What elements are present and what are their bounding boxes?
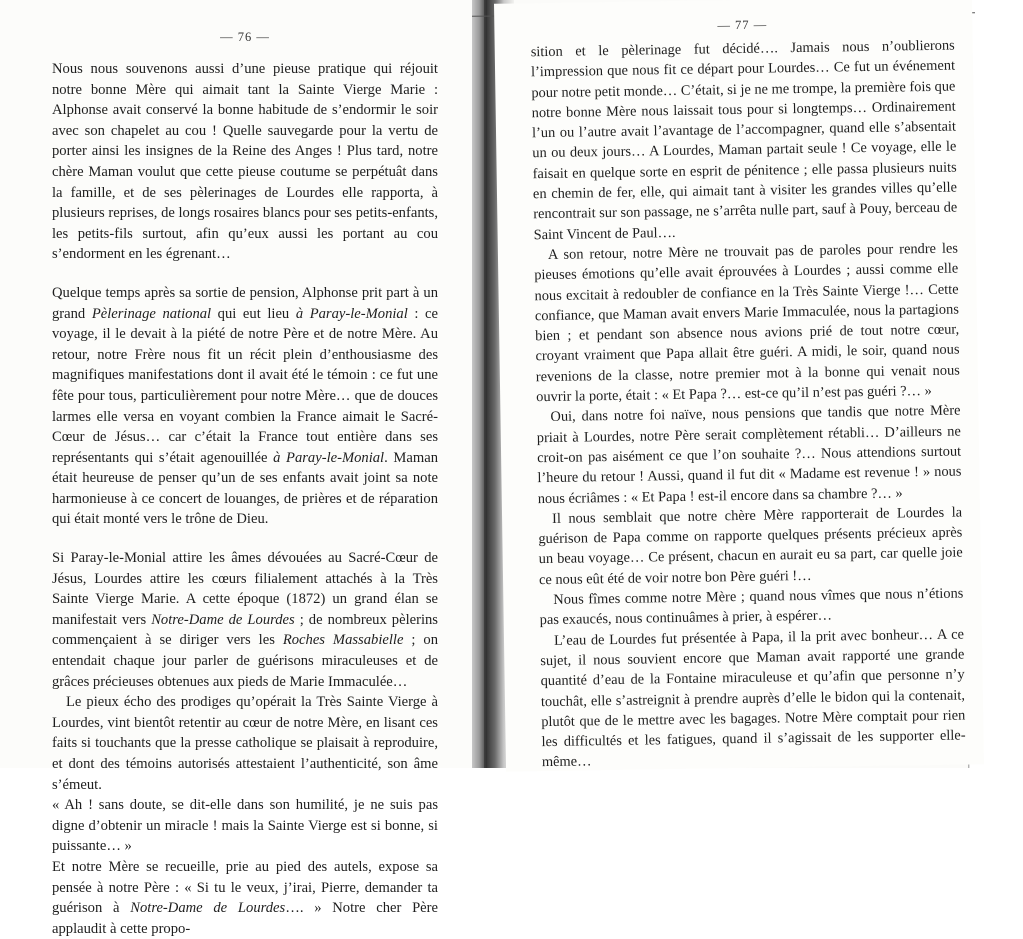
paragraph: Il nous semblait que notre chère Mère rapporterait de Lourdes la guérison de Papa comme on rapporte quelques présents précieux après un beau voyage… Ce présent, chacun en aurait eu sa part, car quelle joie ce nous eût été de voir notre bon Père guéri !… — [538, 504, 963, 588]
italic-phrase: Roches Massabielle — [282, 632, 404, 649]
paragraph: Si Paray-le-Monial attire les âmes dévouées au Sacré-Cœur de Jésus, Lourdes attire les cœurs filialement attachés à la Très Sainte Vierge Marie. A cette époque (1872) un grand élan se manifestait vers Notre-Dame de Lourdes ; de nombreux pèlerins commençaient à se diriger vers les Roches Massabielle ; on entendait chaque jour parler de guérisons miraculeuses et de grâces précieuses obtenues aux pieds de Marie Immaculée… — [52, 550, 438, 690]
scan-streak — [484, 0, 487, 768]
paragraph: Le pieux écho des prodiges qu’opérait la Très Sainte Vierge à Lourdes, vint bientôt retentir au cœur de notre Mère, en lisant ces faits si touchants que la presse catholique se plaisait à reproduire, et dont des témoins autorisés attestaient l’authenticité, son âme s’émeut. — [52, 694, 438, 793]
paragraph: Oui, dans notre foi naïve, nous pensions que tandis que notre Mère priait à Lourdes, notre Père serait complètement rétabli… D’ailleurs ne croit-on pas aisément ce que l’on souhaite ?… Nous attendions surtout l’heure du retour ! Aussi, quand il fut dit « Madame est revenue ! » nous nous écriâmes : « Et Papa ! est-il encore dans sa chambre ?… » — [536, 402, 962, 507]
page-number-left: — 76 — — [220, 30, 270, 44]
italic-phrase: Notre-Dame de Lourdes — [130, 900, 286, 917]
paragraph: Nous fîmes comme notre Mère ; quand nous vîmes que nous n’étions pas exaucés, nous continuâmes à prier, à espérer… — [539, 585, 964, 629]
left-page — [0, 0, 472, 937]
paragraph: sition et le pèlerinage fut décidé…. Jamais nous n’oublierons l’impression que nous fit ce départ pour Lourdes… Ce fut un événement pour notre petit monde… C’était, si je ne me trompe, la première fois que notre bonne Mère nous laissait tous pour si longtemps… Ordinairement l’un ou l’autre avait l’avantage de l’accompagner, quand elle s’absentait un ou deux jours… A Lourdes, Maman partait seule ! Ce voyage, elle le faisait en quelque sorte en esprit de pénitence ; elle passa plusieurs nuits en chemin de fer, elle, qui aimait tant à visiter les grandes villes qu’elle rencontrait sur son passage, ne s’arrêta nulle part, sauf à Pouy, berceau de Saint Vincent de Paul…. — [530, 37, 958, 243]
italic-phrase: Pèlerinage national — [91, 305, 212, 322]
italic-phrase: Notre-Dame de Lourdes — [151, 611, 295, 628]
paragraph: Nous nous souvenons aussi d’une pieuse pratique qui réjouit notre bonne Mère qui aimait tant la Sainte Vierge Marie : Alphonse avait conservé la bonne habitude de s’endormir le soir avec son chapelet au cou ! Quelle sauvegarde pour la vertu de porter ainsi les insignes de la Reine des Anges ! Plus tard, notre chère Maman voulut que cette pieuse coutume se perpétuât dans la famille, et de ses pèlerinages de Lourdes elle rapporta, à plusieurs reprises, de longs rosaires blancs pour ses petits-enfants, les petits-fils surtout, afin qu’eux aussi les portant au cou s’endorment en les égrenant… — [52, 61, 438, 263]
paragraph: L’eau de Lourdes fut présentée à Papa, il la prit avec bonheur… A ce sujet, il nous souvient encore que Maman avait rapporté une grande quantité d’eau de la Fontaine miraculeuse et qu’afin que personne n’y touchât, elle s’astreignit à prendre auprès d’elle le bidon qui la contenait, plutôt que de le mettre avec les bagages. Notre Mère comptait pour rien les difficultés et les fatigues, quand il s’agissait de les supporter elle-même… — [540, 626, 966, 771]
italic-phrase: à Paray-le-Monial — [295, 305, 408, 322]
paragraph: Quelque temps après sa sortie de pension, Alphonse prit part à un grand Pèlerinage national qui eut lieu à Paray-le-Monial : ce voyage, il le devait à la piété de notre Père et de notre Mère. Au retour, notre Frère nous fit un récit plein d’enthousiasme des magnifiques manifestations dont il avait été le témoin : ce fut une fête pour tous, particulièrement pour notre Mère… que de douces larmes elle versa en voyant combien la France aimait le Sacré-Cœur de Jésus… car c’était la France tout entière dans ses représentants qui s’était agenouillée à Paray-le-Monial. Maman était heureuse de penser qu’un de ses enfants avait joint sa note harmonieuse à ce concert de louanges, de prières et de réparation qui était monté vers le trône de Dieu. — [52, 284, 438, 528]
paragraph: « Ah ! sans doute, se dit-elle dans son humilité, je ne suis pas digne d’obtenir un miracle ! mais la Sainte Vierge est si bonne, si puissante… » — [52, 797, 438, 855]
paragraph: Et notre Mère se recueille, prie au pied des autels, expose sa pensée à notre Père : « Si tu le veux, j’irai, Pierre, demander ta guérison à Notre-Dame de Lourdes…. » Notre cher Père applaudit à cette propo- — [52, 858, 438, 937]
right-page — [494, 0, 984, 772]
italic-phrase: à Paray-le-Monial — [273, 449, 385, 466]
paragraph: A son retour, notre Mère ne trouvait pas de paroles pour rendre les pieuses émotions qu’elle avait éprouvées à Lourdes ; aussi comme elle nous excitait à redoubler de confiance en la Très Sainte Vierge !… Cette confiance, que Maman avait envers Marie Immaculée, nous la partagions bien ; et pendant son absence nous avions prié de tout notre cœur, croyant vraiment que Papa allait être guéri. A midi, le soir, quand nous revenions de la classe, notre premier mot à la bonne qui venait nous ouvrir la porte, était : « Et Papa ?… est-ce qu’il n’est pas guéri ?… » — [534, 240, 960, 406]
page-number-right: — 77 — — [717, 17, 768, 33]
